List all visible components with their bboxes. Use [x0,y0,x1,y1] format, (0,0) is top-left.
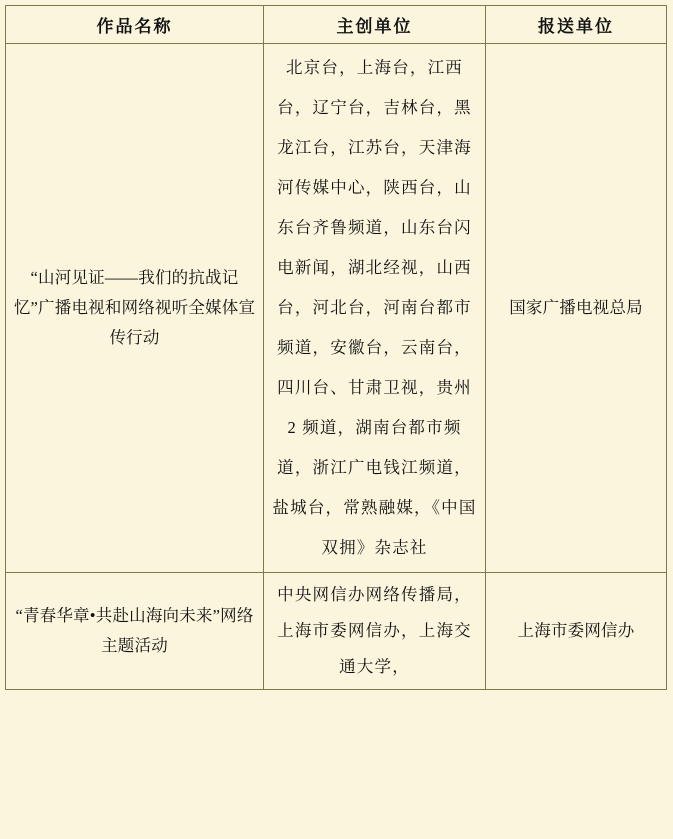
column-header-main-units: 主创单位 [264,6,486,44]
cell-submitter: 国家广播电视总局 [486,44,667,573]
cell-main-units: 中央网信办网络传播局，上海市委网信办，上海交通大学， [264,573,486,690]
document-page [0,5,673,839]
column-header-work-name: 作品名称 [6,6,264,44]
awards-table [5,5,667,690]
table-row [6,44,667,573]
column-header-submitter: 报送单位 [486,6,667,44]
cell-work-name: “青春华章•共赴山海向未来”网络主题活动 [6,573,264,690]
cell-main-units: 北京台，上海台，江西台，辽宁台，吉林台，黑龙江台，江苏台，天津海河传媒中心，陕西台，山东台齐鲁频道，山东台闪电新闻，湖北经视，山西台，河北台，河南台都市频道，安徽台，云南台，四川台、甘肃卫视，贵州 2 频道，湖南台都市频道，浙江广电钱江频道，盐城台，常熟融媒，《中国双拥》杂志社 [264,44,486,573]
table-header-row [6,6,667,44]
cell-work-name: “山河见证——我们的抗战记忆”广播电视和网络视听全媒体宣传行动 [6,44,264,573]
cell-submitter: 上海市委网信办 [486,573,667,690]
table-row [6,573,667,690]
